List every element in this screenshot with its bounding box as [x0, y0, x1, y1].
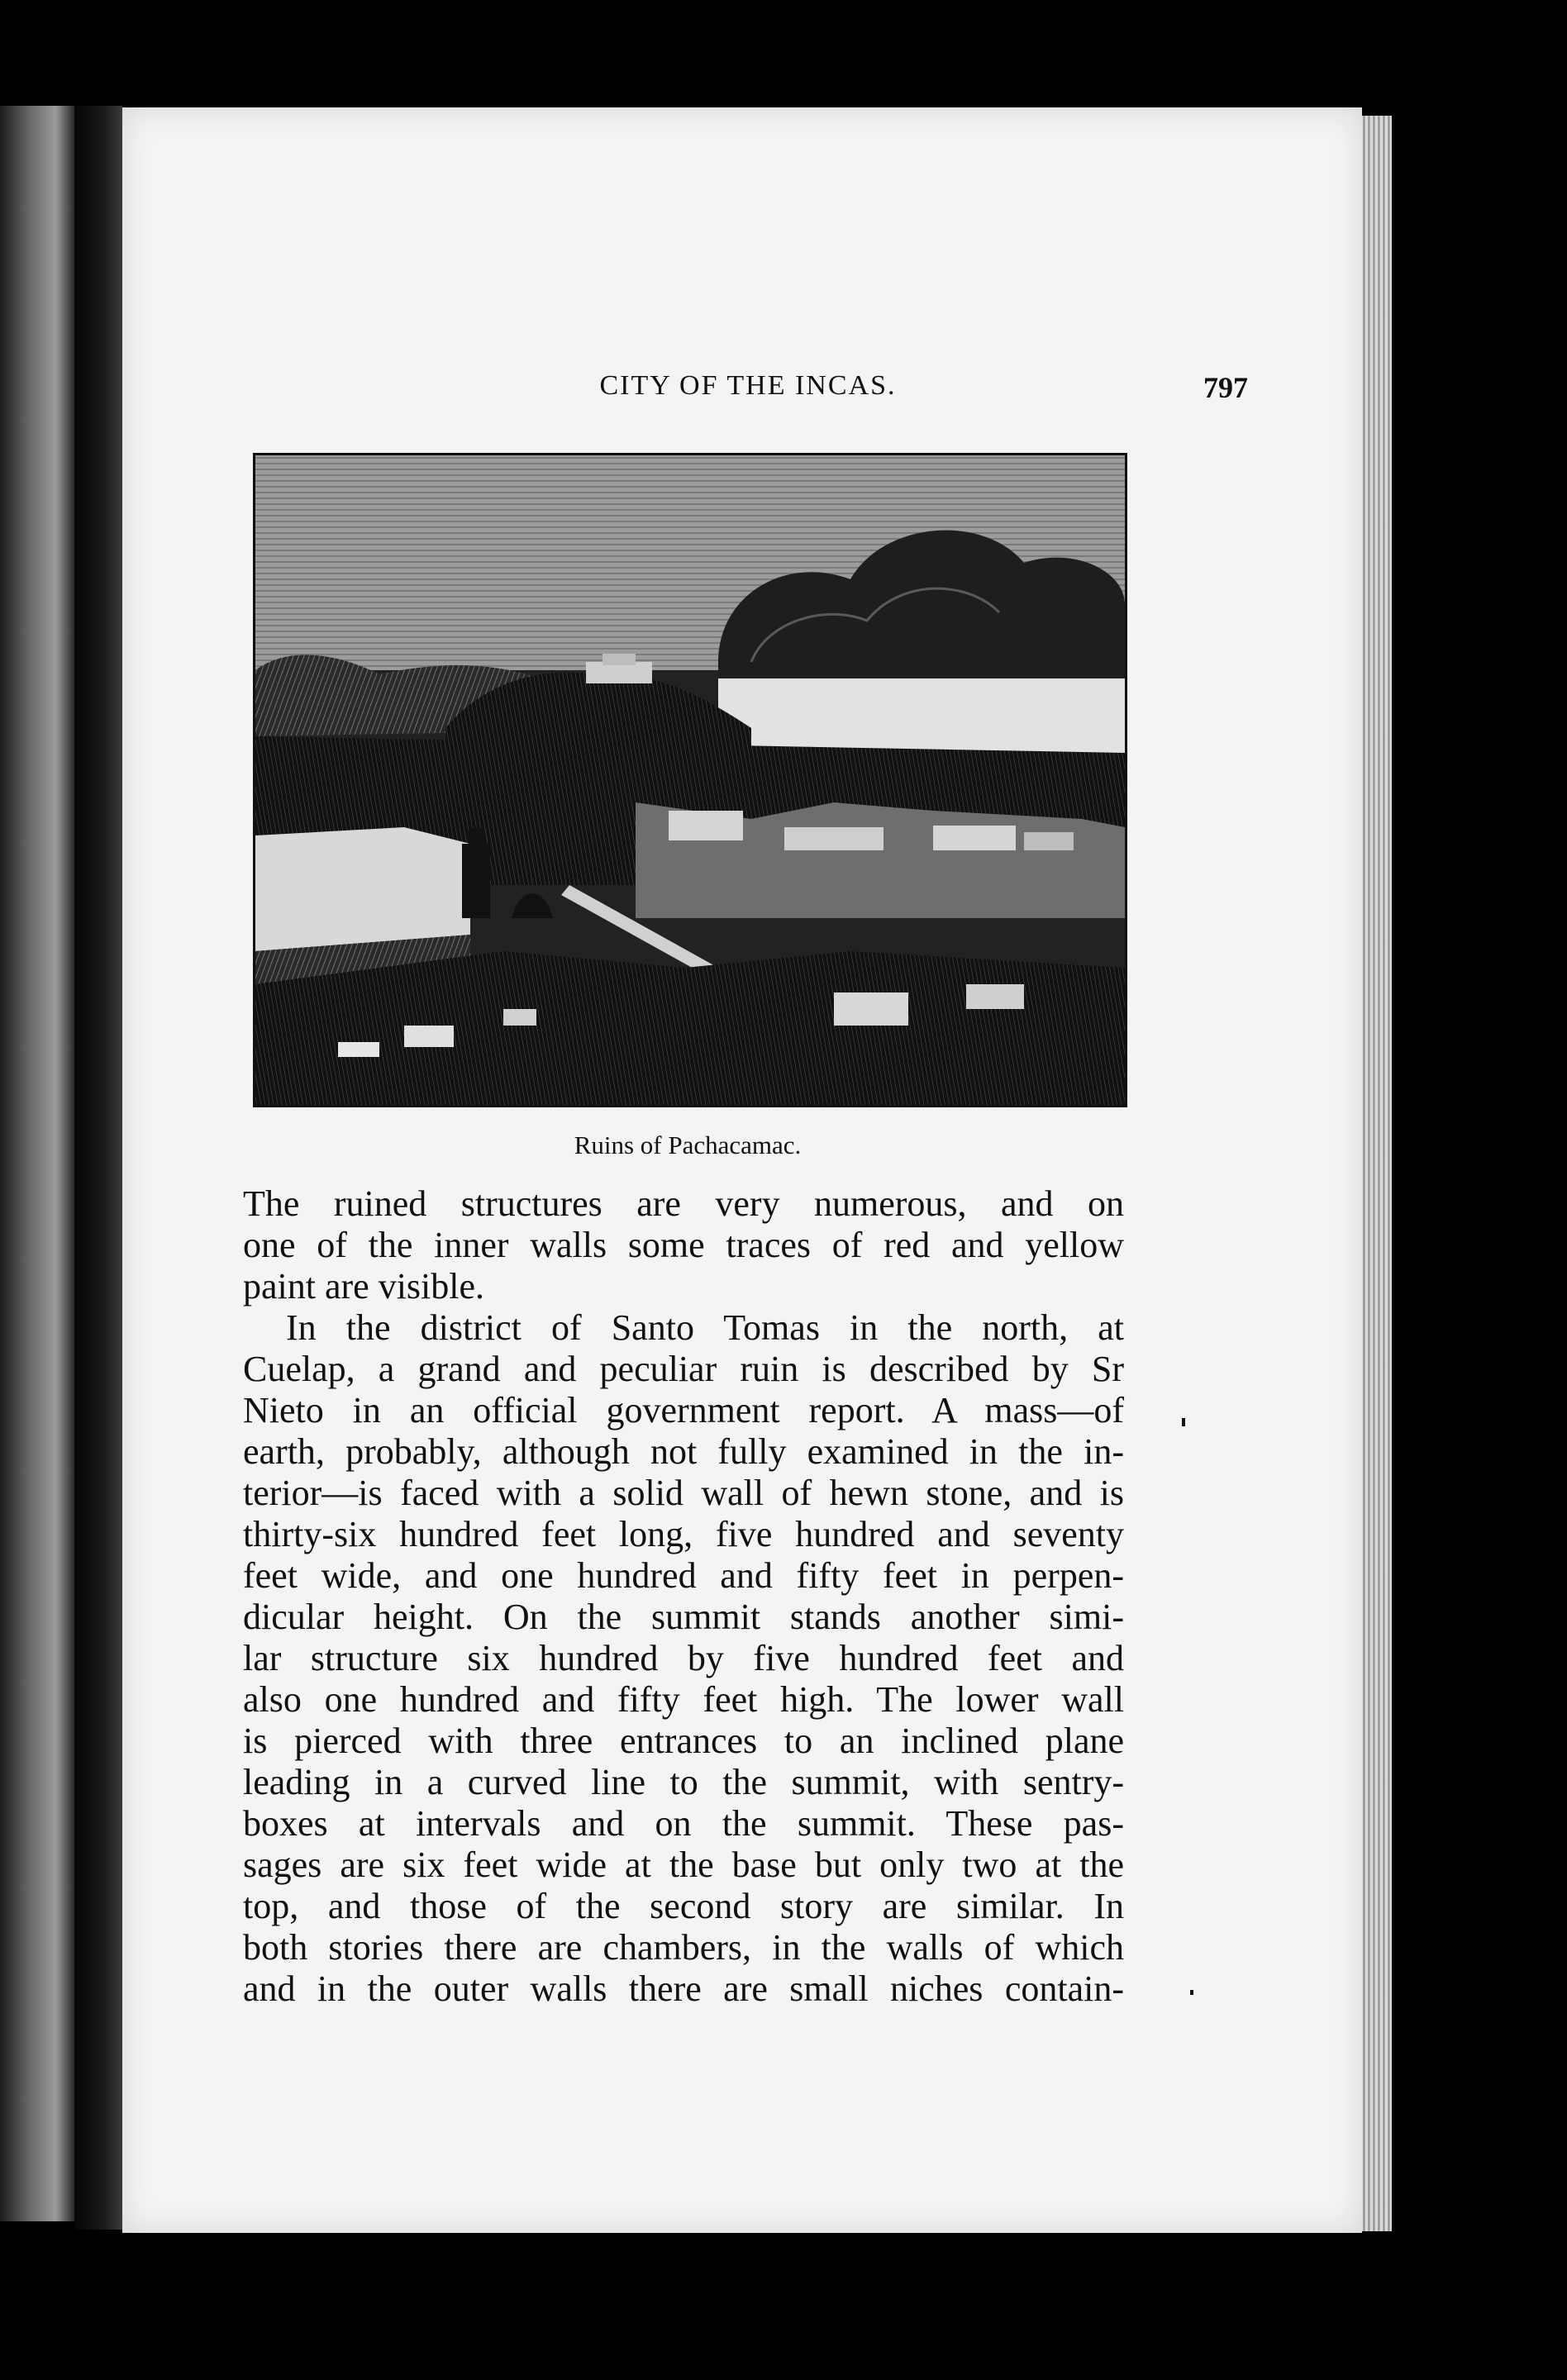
text-line: sages are six feet wide at the base but only two at the	[243, 1844, 1124, 1885]
text-line: is pierced with three entrances to an inclined plane	[243, 1721, 1124, 1761]
facing-page-edge	[0, 106, 74, 2221]
illustration-caption: Ruins of Pachacamac.	[574, 1130, 802, 1159]
scan-speck	[1182, 1418, 1185, 1426]
sea	[718, 678, 1125, 757]
text-line: dicular height. On the summit stands another simi-	[243, 1597, 1124, 1637]
figure-seated	[512, 893, 553, 918]
text-line: one of the inner walls some traces of red and yellow	[243, 1225, 1124, 1265]
text-line: also one hundred and fifty feet high. The lower wall	[243, 1679, 1124, 1720]
text-line: paint are visible.	[243, 1266, 485, 1307]
text-line: leading in a curved line to the summit, with sentry-	[243, 1762, 1124, 1802]
book-gutter	[74, 106, 122, 2230]
text-line: and in the outer walls there are small niches contain-	[243, 1968, 1124, 2009]
text-line: both stories there are chambers, in the walls of which	[243, 1927, 1124, 1968]
text-line: terior—is faced with a solid wall of hewn stone, and is	[243, 1473, 1124, 1513]
text-line: boxes at intervals and on the summit. These pas-	[243, 1803, 1124, 1844]
text-line: Nieto in an official government report. A mass—of	[243, 1390, 1124, 1430]
running-title: CITY OF THE INCAS.	[599, 370, 897, 401]
foreground-rubble	[255, 951, 1125, 1105]
text-line: earth, probably, although not fully examined in the in-	[243, 1431, 1124, 1472]
engraving-illustration	[253, 453, 1127, 1107]
running-head	[248, 370, 1248, 412]
foreground-wall	[255, 827, 470, 951]
text-line: lar structure six hundred by five hundred feet and	[243, 1638, 1124, 1678]
book-page	[122, 107, 1362, 2233]
page-number: 797	[1203, 371, 1248, 404]
text-line: In the district of Santo Tomas in the north, at	[286, 1307, 1124, 1348]
figure-standing	[462, 844, 490, 918]
text-line: top, and those of the second story are similar. In	[243, 1886, 1124, 1926]
body-text	[243, 1183, 1124, 2010]
text-line: feet wide, and one hundred and fifty feet in perpen-	[243, 1555, 1124, 1596]
scan-speck	[1190, 1990, 1193, 1995]
text-line: Cuelap, a grand and peculiar ruin is described by Sr	[243, 1349, 1124, 1389]
text-line: thirty-six hundred feet long, five hundred and seventy	[243, 1514, 1124, 1554]
text-line: The ruined structures are very numerous, and on	[243, 1183, 1124, 1224]
